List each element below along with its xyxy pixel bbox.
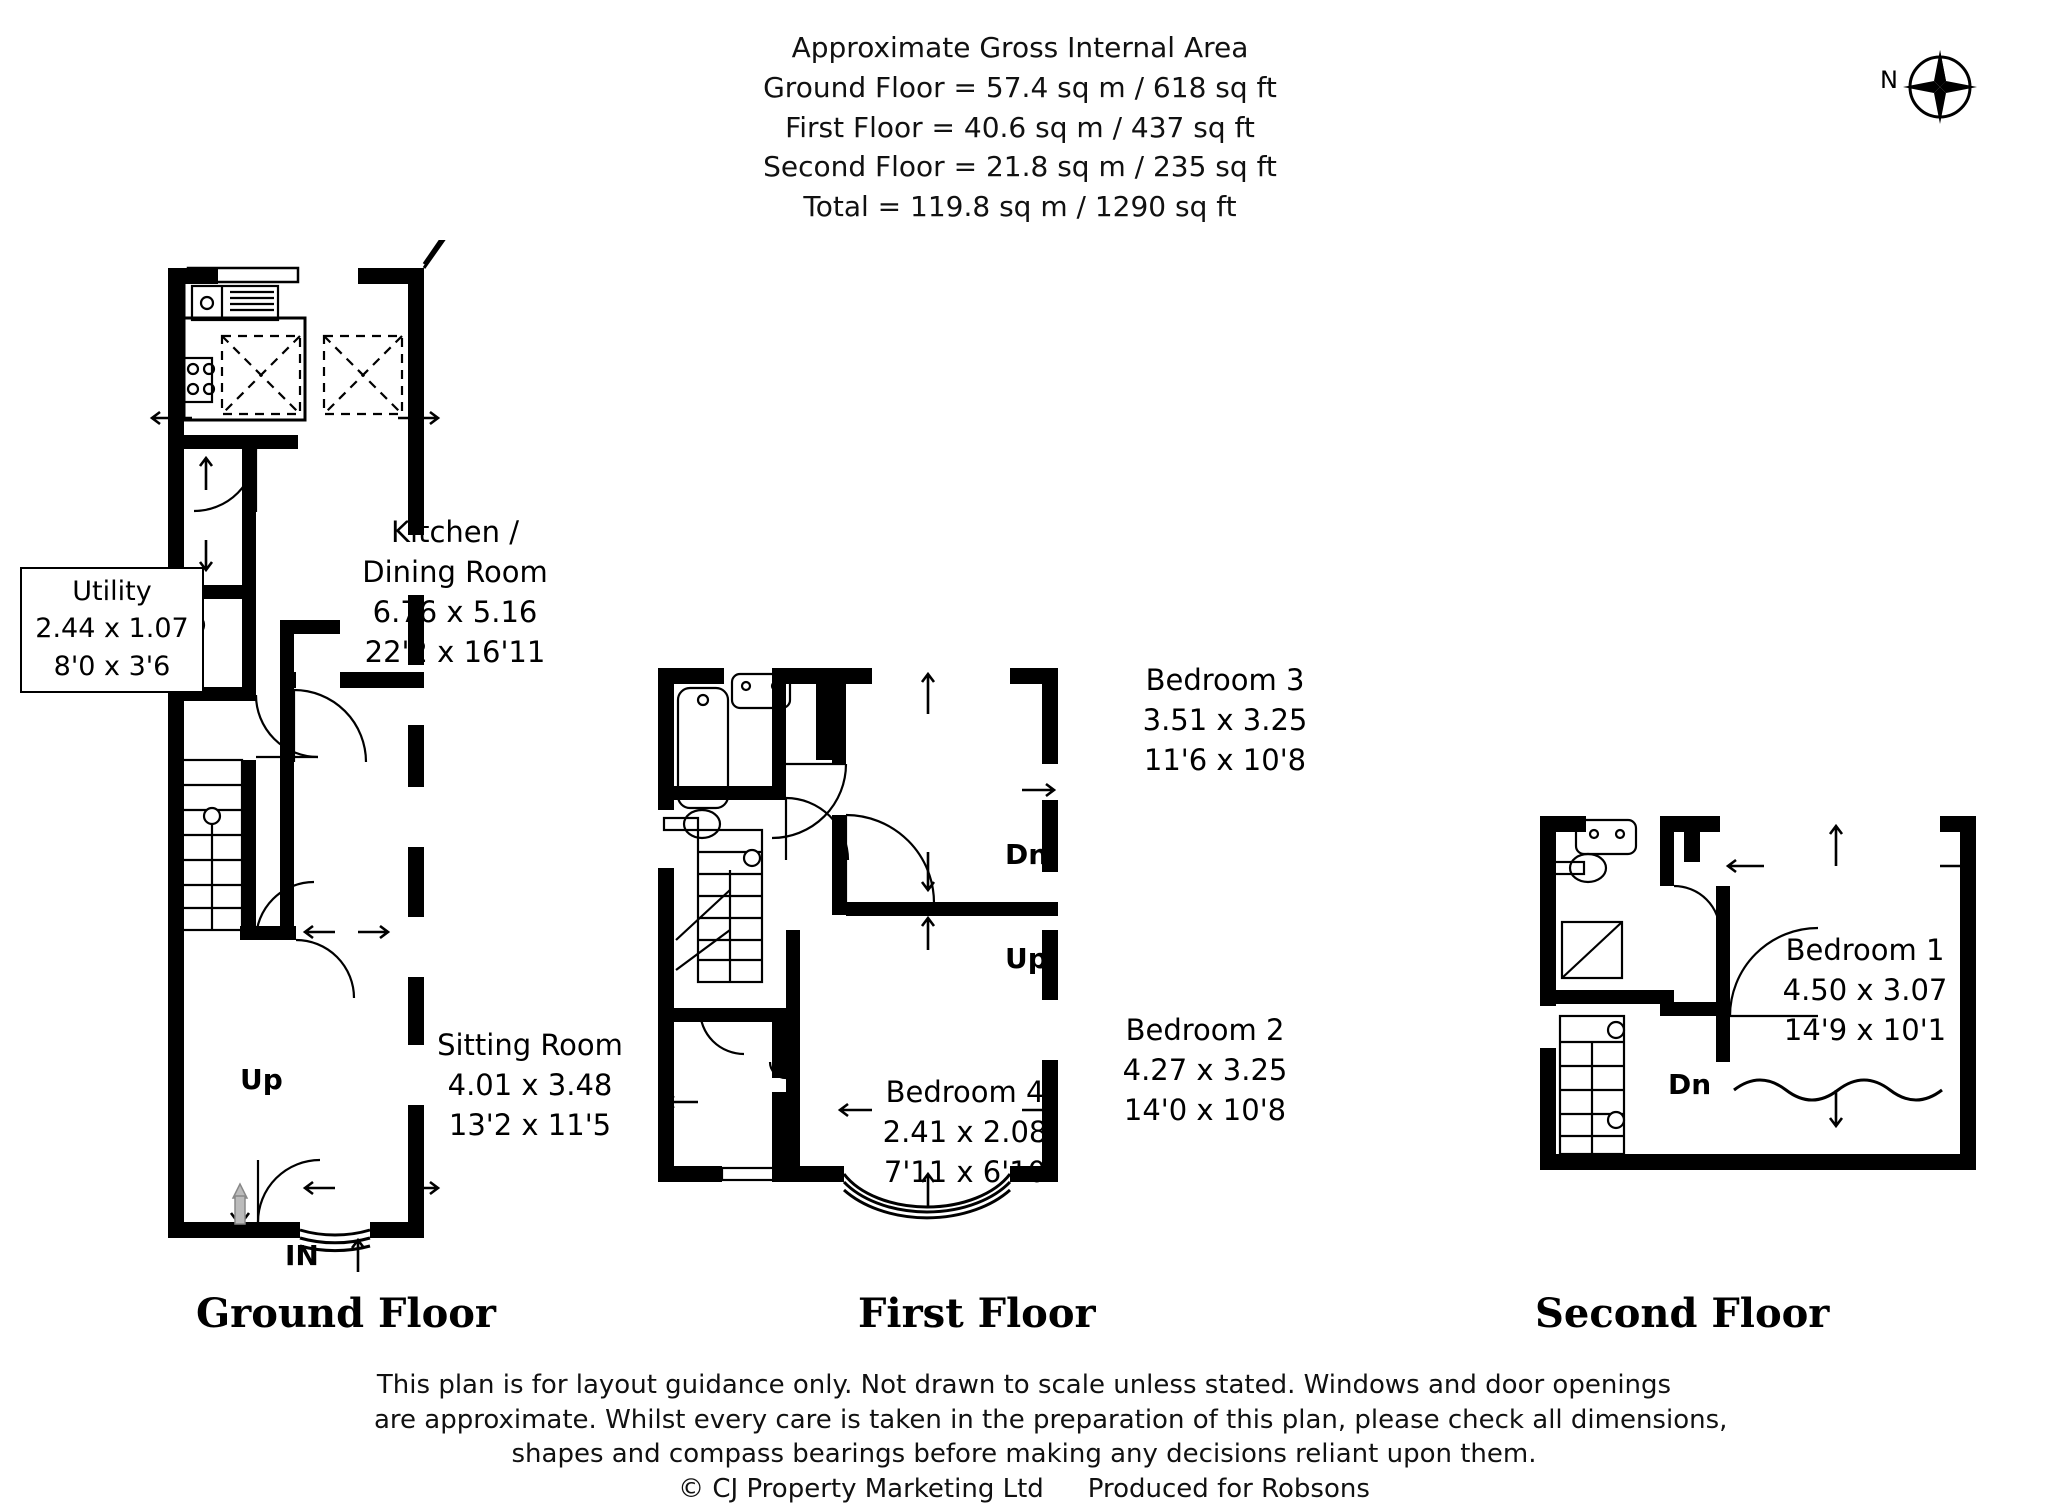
room-dim-metric: 2.44 x 1.07 [35,613,189,645]
area-first-floor: First Floor = 40.6 sq m / 437 sq ft [785,110,1255,144]
entrance-label: IN [285,1239,319,1272]
area-title: Approximate Gross Internal Area [791,31,1249,64]
room-label-utility [20,567,204,693]
floor-title-second: Second Floor [1535,1290,1830,1337]
room-name: Kitchen / [391,515,519,549]
room-dim-metric: 4.01 x 3.48 [447,1068,613,1103]
second-eaves-line [1734,1080,1942,1100]
room-name: Bedroom 4 [885,1075,1045,1109]
room-name: Bedroom 2 [1125,1013,1285,1047]
room-dim-imperial: 14'9 x 10'1 [1783,1013,1947,1048]
room-dim-metric: 6.76 x 5.16 [372,595,538,630]
compass-rose [1880,42,2000,132]
disclaimer-block [374,1368,1728,1506]
area-ground-floor: Ground Floor = 57.4 sq m / 618 sq ft [763,70,1277,104]
kitchen-units [184,268,402,420]
stair-direction-up-ground: Up [240,1063,283,1096]
room-dim-imperial: 22'2 x 16'11 [364,635,546,670]
room-label-kitchen-dining [320,512,590,672]
room-label-sitting-room [395,1025,665,1145]
floor-title-first: First Floor [858,1290,1096,1337]
room-name: Bedroom 1 [1785,933,1945,967]
compass-north-label: N [1880,66,1898,94]
copyright-row [374,1472,1674,1506]
disclaimer-line-2: are approximate. Whilst every care is taken in the preparation of this plan, please check all dimensions, [374,1404,1728,1435]
room-dim-metric: 4.27 x 3.25 [1122,1053,1288,1088]
copyright-text: © CJ Property Marketing Ltd [678,1473,1044,1504]
room-dim-imperial: 7'11 x 6'10 [883,1155,1047,1190]
first-doors [700,764,934,1078]
room-dim-metric: 4.50 x 3.07 [1782,973,1948,1008]
room-name: Sitting Room [437,1028,623,1062]
ground-stairs [182,760,242,930]
room-label-bedroom-1 [1740,930,1990,1050]
produced-for-text: Produced for Robsons [1087,1473,1370,1504]
room-name: Bedroom 3 [1145,663,1305,697]
room-label-bedroom-3 [1100,660,1350,780]
bifold-doors [422,240,448,268]
compass-rose-icon [1880,42,2000,132]
stair-direction-up-first: Up [1005,942,1048,975]
entrance-arrow [231,1184,249,1225]
room-label-bedroom-4 [855,1072,1075,1192]
room-dim-imperial: 8'0 x 3'6 [53,650,171,682]
first-bathroom-fittings [664,674,790,838]
disclaimer-line-1: This plan is for layout guidance only. Not drawn to scale unless stated. Windows and door openings [376,1370,1672,1400]
stair-direction-down-first: Dn [1005,838,1049,871]
room-dim-imperial: 11'6 x 10'8 [1143,743,1307,778]
room-dim-metric: 2.41 x 2.08 [882,1115,1048,1150]
area-total: Total = 119.8 sq m / 1290 sq ft [803,190,1237,223]
gross-internal-area-summary [640,28,1400,227]
disclaimer-line-3: shapes and compass bearings before making any decisions reliant upon them. [511,1439,1537,1470]
second-bathroom-fittings [1550,820,1636,978]
room-dim-metric: 3.51 x 3.25 [1142,703,1308,738]
room-dim-imperial: 14'0 x 10'8 [1123,1093,1287,1128]
second-stairs [1560,1016,1624,1154]
first-stairs [676,830,762,982]
room-label-bedroom-2 [1080,1010,1330,1130]
floor-title-ground: Ground Floor [196,1290,496,1337]
area-second-floor: Second Floor = 21.8 sq m / 235 sq ft [763,150,1277,184]
room-name-2: Dining Room [362,555,548,590]
room-dim-imperial: 13'2 x 11'5 [448,1108,612,1143]
stair-direction-down-second: Dn [1668,1068,1712,1101]
room-name: Utility [72,576,152,607]
